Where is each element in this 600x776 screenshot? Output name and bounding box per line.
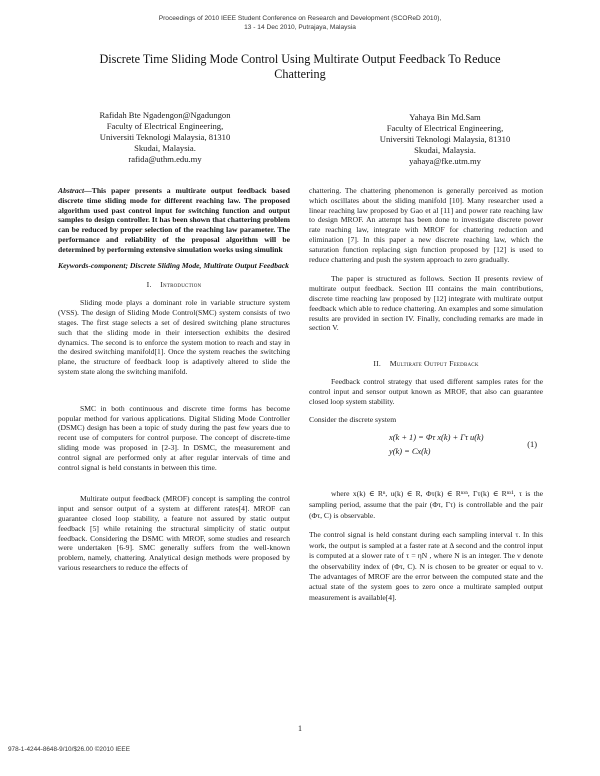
equation-1 (309, 430, 543, 470)
author-name: Rafidah Bte Ngadengon@Ngadungon (99, 110, 231, 120)
paragraph: Sliding mode plays a dominant role in variable structure system (VSS). The design of Sliding Mode Control(SMC) system consists of two stages. The first stage selects a set of desired switching plane structures such that the sliding mode in their intersection exhibits the desired dynamics. The second is to enforce the system motion to reach and stay in the desired switching manifold[1]. Once the system reaches the switching plane, the structure of feedback loop is adaptively altered to slide the system state along the switching manifold. (58, 298, 290, 376)
paragraph: where x(k) ∈ Rⁿ, u(k) ∈ R, Φτ(k) ∈ Rⁿˣⁿ, Γτ(k) ∈ Rⁿˣ¹, τ is the sampling period, assume that the pair (Φτ, Γτ) is controllable and the pair (Φτ, C) is observable. (309, 489, 543, 521)
right-column (309, 186, 543, 603)
title-line-2: Chattering (274, 67, 326, 81)
author-affiliation: Skudai, Malaysia. (414, 145, 476, 155)
page-number: 1 (298, 724, 302, 733)
paper-title (40, 52, 560, 82)
author-affiliation: Universiti Teknologi Malaysia, 81310 (99, 132, 231, 142)
author-email: yahaya@fke.utm.my (409, 156, 481, 166)
isbn-footer: 978-1-4244-8648-9/10/$26.00 ©2010 IEEE (8, 746, 130, 753)
paragraph: The paper is structured as follows. Section II presents review of multirate output feedback. Section III contains the main contributions, discrete time reaching law proposed by [12] integrate with multirate output feedback which able to reduce chattering. An examples and some simulation results are provided in section IV. Finally, concluding remarks are made in section V. (309, 274, 543, 333)
paragraph: Multirate output feedback (MROF) concept is sampling the control input and sensor output of a system at different rates[4]. MROF can guarantee closed loop stability, a feature not assured by static output feedback [5] while retaining the structural simplicity of static output feedback. Considering the DSMC with MROF, some studies and research were undertaken [6-9]. SMC generally suffers from the well-known problem, namely, chattering. Analytical design methods were proposed by various researchers to reduce the effects of (58, 494, 290, 572)
keywords-text: Discrete Sliding Mode, Multirate Output Feedback (128, 260, 289, 270)
section-number: I. (146, 280, 152, 290)
header-line-2: 13 - 14 Dec 2010, Putrajaya, Malaysia (244, 24, 356, 31)
equation-line: x(k + 1) = Φτ x(k) + Γτ u(k) (389, 433, 484, 443)
author-name: Yahaya Bin Md.Sam (409, 112, 481, 122)
author-affiliation: Universiti Teknologi Malaysia, 81310 (379, 134, 511, 144)
abstract (58, 186, 290, 255)
abstract-label: Abstract (58, 186, 85, 195)
proceedings-header (60, 14, 540, 32)
paragraph: SMC in both continuous and discrete time forms has become popular method for various applications. Digital Sliding Mode Controller (DSMC) design has been a topic of study during the past few years due to recent use of computers for control purpose. The concept of discrete-time sliding mode was proposed in [2-3]. In DSMC, the measurement and control signal are performed only at after regular intervals of time and control signal is held constants in between this time. (58, 403, 290, 472)
section-number: II. (373, 359, 382, 369)
author-block-2 (320, 112, 570, 167)
author-block-1 (40, 110, 290, 165)
equation-number: (1) (527, 440, 537, 450)
paragraph: Consider the discrete system (309, 414, 397, 424)
author-affiliation: Faculty of Electrical Engineering, (386, 123, 504, 133)
paragraph: The control signal is held constant during each sampling interval τ. In this work, the output is sampled at a faster rate at Δ second and the control input is computed at a slower rate of τ = ηN , where N is an integer. The ν denote the observability index of (Φτ, C). N is chosen to be greater or equal to ν. The advantages of MROF are the error between the computed state and the actual state of the system goes to zero once a multirate sampled output measurement is available[4]. (309, 530, 543, 602)
keywords (58, 261, 290, 271)
section-title: Introduction (160, 280, 202, 290)
abstract-text: —This paper presents a multirate output feedback based discrete time sliding mode for different reaching law. The proposed algorithm used past control input for switching function and output samples to design controller. It has been shown that chattering problem can be reduced by proper selection of the reaching law parameter. The performance and reliability of the proposal algorithm will be determined by performing extensive simulation works using simulink (58, 186, 290, 254)
paragraph: Feedback control strategy that used different samples rates for the control input and sensor output known as MROF, that also can guarantee closed loop system stability. (309, 377, 543, 406)
paragraph: chattering. The chattering phenomenon is generally perceived as motion which oscillates about the sliding manifold [10]. Many researcher used a linear reaching law proposed by Gao et al [11] and power rate reaching law to design MROF. An attempt has been done to investigate discrete power rate reaching law, integrate with MROF for chattering reduction and elimination [7]. In this paper a new discrete reaching law, which the saturation function replacing sign function proposed by [12] is used to reduce chattering and push the system approach to zero gradually. (309, 186, 543, 264)
keywords-label: Keywords-component; (58, 260, 129, 270)
author-affiliation: Faculty of Electrical Engineering, (106, 121, 224, 131)
section-title: Multirate Output Feedback (389, 359, 479, 369)
title-line-1: Discrete Time Sliding Mode Control Using Multirate Output Feedback To Reduce (99, 52, 501, 66)
author-email: rafida@uthm.edu.my (128, 154, 202, 164)
section-heading-introduction (58, 280, 290, 290)
author-affiliation: Skudai, Malaysia. (134, 143, 196, 153)
equation-line: y(k) = Cx(k) (389, 447, 431, 457)
header-line-1: Proceedings of 2010 IEEE Student Conference on Research and Development (SCOReD 2010), (158, 15, 442, 22)
left-column (58, 186, 290, 573)
section-heading-mrof (309, 359, 543, 369)
